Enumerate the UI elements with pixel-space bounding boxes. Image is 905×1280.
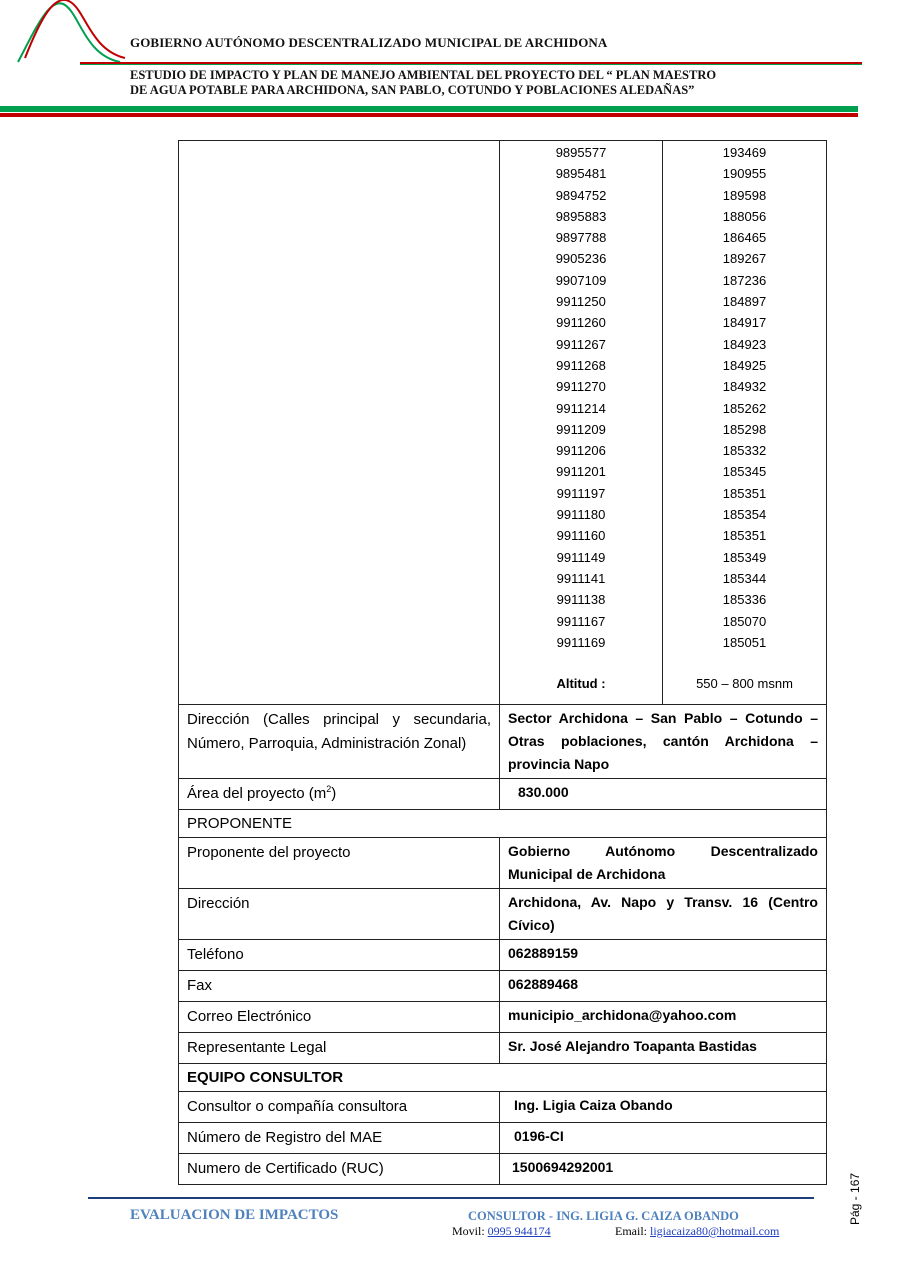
- representante-value: Sr. José Alejandro Toapanta Bastidas: [500, 1033, 827, 1064]
- altitude-label: Altitud :: [556, 676, 606, 692]
- coordinate-value: 185336: [722, 592, 767, 608]
- ruc-row: [179, 1154, 827, 1185]
- email-value: municipio_archidona@yahoo.com: [500, 1002, 827, 1033]
- coordinate-value: 186465: [722, 230, 767, 246]
- fax-value: 062889468: [500, 971, 827, 1002]
- project-data-table: [178, 140, 827, 1185]
- coordinate-value: 185351: [722, 528, 767, 544]
- proponente-row: [179, 838, 827, 889]
- header-title: GOBIERNO AUTÓNOMO DESCENTRALIZADO MUNICIPAL DE ARCHIDONA: [130, 35, 608, 50]
- proponente-section: PROPONENTE: [179, 810, 827, 838]
- coordinate-value: 9911270: [556, 379, 606, 395]
- coordinate-value: 9911197: [556, 485, 606, 501]
- coordinate-value: 9905236: [555, 251, 607, 267]
- direccion-label: Dirección (Calles principal y secundaria, Número, Parroquia, Administración Zonal): [179, 705, 500, 779]
- proponente-value: Gobierno Autónomo Descentralizado Municipal de Archidona: [500, 838, 827, 889]
- proponente-label: Proponente del proyecto: [179, 838, 500, 889]
- coordinate-value: 9911180: [556, 507, 606, 523]
- consultor-value: Ing. Ligia Caiza Obando: [500, 1092, 827, 1123]
- coordinate-value: 9911160: [556, 528, 606, 544]
- footer-email: [615, 1224, 779, 1239]
- coordinate-value: 184925: [722, 357, 767, 373]
- coordinate-value: 9895481: [555, 166, 607, 182]
- coordinates-col1-list: [500, 142, 662, 653]
- coordinates-row: [179, 141, 827, 705]
- fax-row: [179, 971, 827, 1002]
- coordinate-value: 193469: [722, 145, 767, 160]
- ruc-label: Numero de Certificado (RUC): [179, 1154, 500, 1185]
- email-row: [179, 1002, 827, 1033]
- registro-value: 0196-CI: [500, 1123, 827, 1154]
- telefono-row: [179, 940, 827, 971]
- proponente-section-row: [179, 810, 827, 838]
- coordinate-value: 9911169: [556, 634, 606, 650]
- header-thin-lines: [80, 62, 862, 65]
- coordinate-value: 185070: [722, 613, 767, 629]
- consultor-row: [179, 1092, 827, 1123]
- equipo-section: EQUIPO CONSULTOR: [179, 1064, 827, 1092]
- area-label-sup: 2: [326, 784, 332, 794]
- equipo-section-row: [179, 1064, 827, 1092]
- header-subtitle-line1: ESTUDIO DE IMPACTO Y PLAN DE MANEJO AMBIENTAL DEL PROYECTO DEL “ PLAN MAESTRO: [130, 68, 717, 82]
- coordinate-value: 9911267: [556, 336, 606, 352]
- ruc-value: 1500694292001: [500, 1154, 827, 1185]
- telefono-value: 062889159: [500, 940, 827, 971]
- coordinate-value: 9911268: [556, 357, 606, 373]
- coordinate-value: 9894752: [555, 187, 607, 203]
- registro-row: [179, 1123, 827, 1154]
- footer-movil-label: Movil:: [452, 1224, 488, 1238]
- coordinates-col2-list: [663, 142, 826, 653]
- footer-email-label: Email:: [615, 1224, 650, 1238]
- coordinate-value: 185345: [722, 464, 767, 480]
- registro-label: Número de Registro del MAE: [179, 1123, 500, 1154]
- coordinate-value: 9907109: [555, 272, 607, 288]
- telefono-label: Teléfono: [179, 940, 500, 971]
- coordinates-col2: [663, 141, 827, 705]
- coordinate-value: 9911206: [556, 443, 606, 459]
- coordinate-value: 185354: [722, 507, 767, 523]
- coordinate-value: 189598: [722, 187, 767, 203]
- coordinate-value: 9911214: [556, 400, 606, 416]
- coordinate-value: 188056: [722, 208, 767, 224]
- coordinate-value: 9895883: [555, 208, 607, 224]
- header-subtitle: [130, 68, 716, 98]
- coordinate-value: 9911167: [556, 613, 606, 629]
- coordinate-value: 185332: [722, 443, 767, 459]
- footer-movil-link[interactable]: 0995 944174: [487, 1224, 551, 1238]
- area-value: 830.000: [500, 779, 827, 810]
- area-label-close: ): [331, 785, 337, 802]
- coordinate-value: 9911138: [556, 592, 606, 608]
- coordinate-value: 185051: [722, 634, 767, 650]
- coordinate-value: 184917: [722, 315, 767, 331]
- coordinate-value: 190955: [722, 166, 767, 182]
- direccion2-value: Archidona, Av. Napo y Transv. 16 (Centro Cívico): [500, 889, 827, 940]
- logo-curves: [0, 0, 140, 70]
- coordinate-value: 184897: [722, 294, 767, 310]
- email-label: Correo Electrónico: [179, 1002, 500, 1033]
- coordinate-value: 9911260: [556, 315, 606, 331]
- coordinates-col1: [500, 141, 663, 705]
- area-label: [179, 779, 500, 810]
- coordinate-value: 187236: [722, 272, 767, 288]
- coordinate-value: 9911149: [556, 549, 606, 565]
- footer-section-title: EVALUACION DE IMPACTOS: [130, 1207, 339, 1223]
- coordinate-value: 9911201: [556, 464, 606, 480]
- altitude-value: 550 – 800 msnm: [696, 676, 793, 692]
- footer-line: [88, 1197, 814, 1199]
- coordinate-value: 185351: [722, 485, 767, 501]
- coordinate-value: 185349: [722, 549, 767, 565]
- coordinate-value: 9911209: [556, 421, 606, 437]
- footer-email-link[interactable]: ligiacaiza80@hotmail.com: [650, 1224, 780, 1238]
- coordinate-value: 185298: [722, 421, 767, 437]
- coordinate-value: 9897788: [555, 230, 607, 246]
- coordinate-value: 185344: [722, 570, 767, 586]
- direccion2-row: [179, 889, 827, 940]
- coordinate-value: 185262: [722, 400, 767, 416]
- footer-movil: [452, 1224, 551, 1239]
- header-subtitle-line2: DE AGUA POTABLE PARA ARCHIDONA, SAN PABLO, COTUNDO Y POBLACIONES ALEDAÑAS”: [130, 83, 695, 97]
- coordinate-value: 9911141: [556, 570, 606, 586]
- coordinate-value: 189267: [722, 251, 767, 267]
- coordinates-blank-cell: [179, 141, 500, 705]
- direccion-row: [179, 705, 827, 779]
- representante-label: Representante Legal: [179, 1033, 500, 1064]
- consultor-label: Consultor o compañía consultora: [179, 1092, 500, 1123]
- fax-label: Fax: [179, 971, 500, 1002]
- coordinate-value: 9911250: [556, 294, 606, 310]
- area-row: [179, 779, 827, 810]
- coordinate-value: 184932: [722, 379, 767, 395]
- header-green-bar: [0, 106, 858, 112]
- coordinate-value: 9895577: [555, 145, 607, 160]
- header-red-bar: [0, 113, 858, 117]
- direccion-value: Sector Archidona – San Pablo – Cotundo – Otras poblaciones, cantón Archidona – provincia Napo: [500, 705, 827, 779]
- direccion2-label: Dirección: [179, 889, 500, 940]
- coordinate-value: 184923: [722, 336, 767, 352]
- footer-consultor: CONSULTOR - ING. LIGIA G. CAIZA OBANDO: [468, 1209, 739, 1223]
- area-label-text: Área del proyecto (m: [187, 785, 327, 802]
- representante-row: [179, 1033, 827, 1064]
- page-number: Pág - 167: [848, 1172, 862, 1225]
